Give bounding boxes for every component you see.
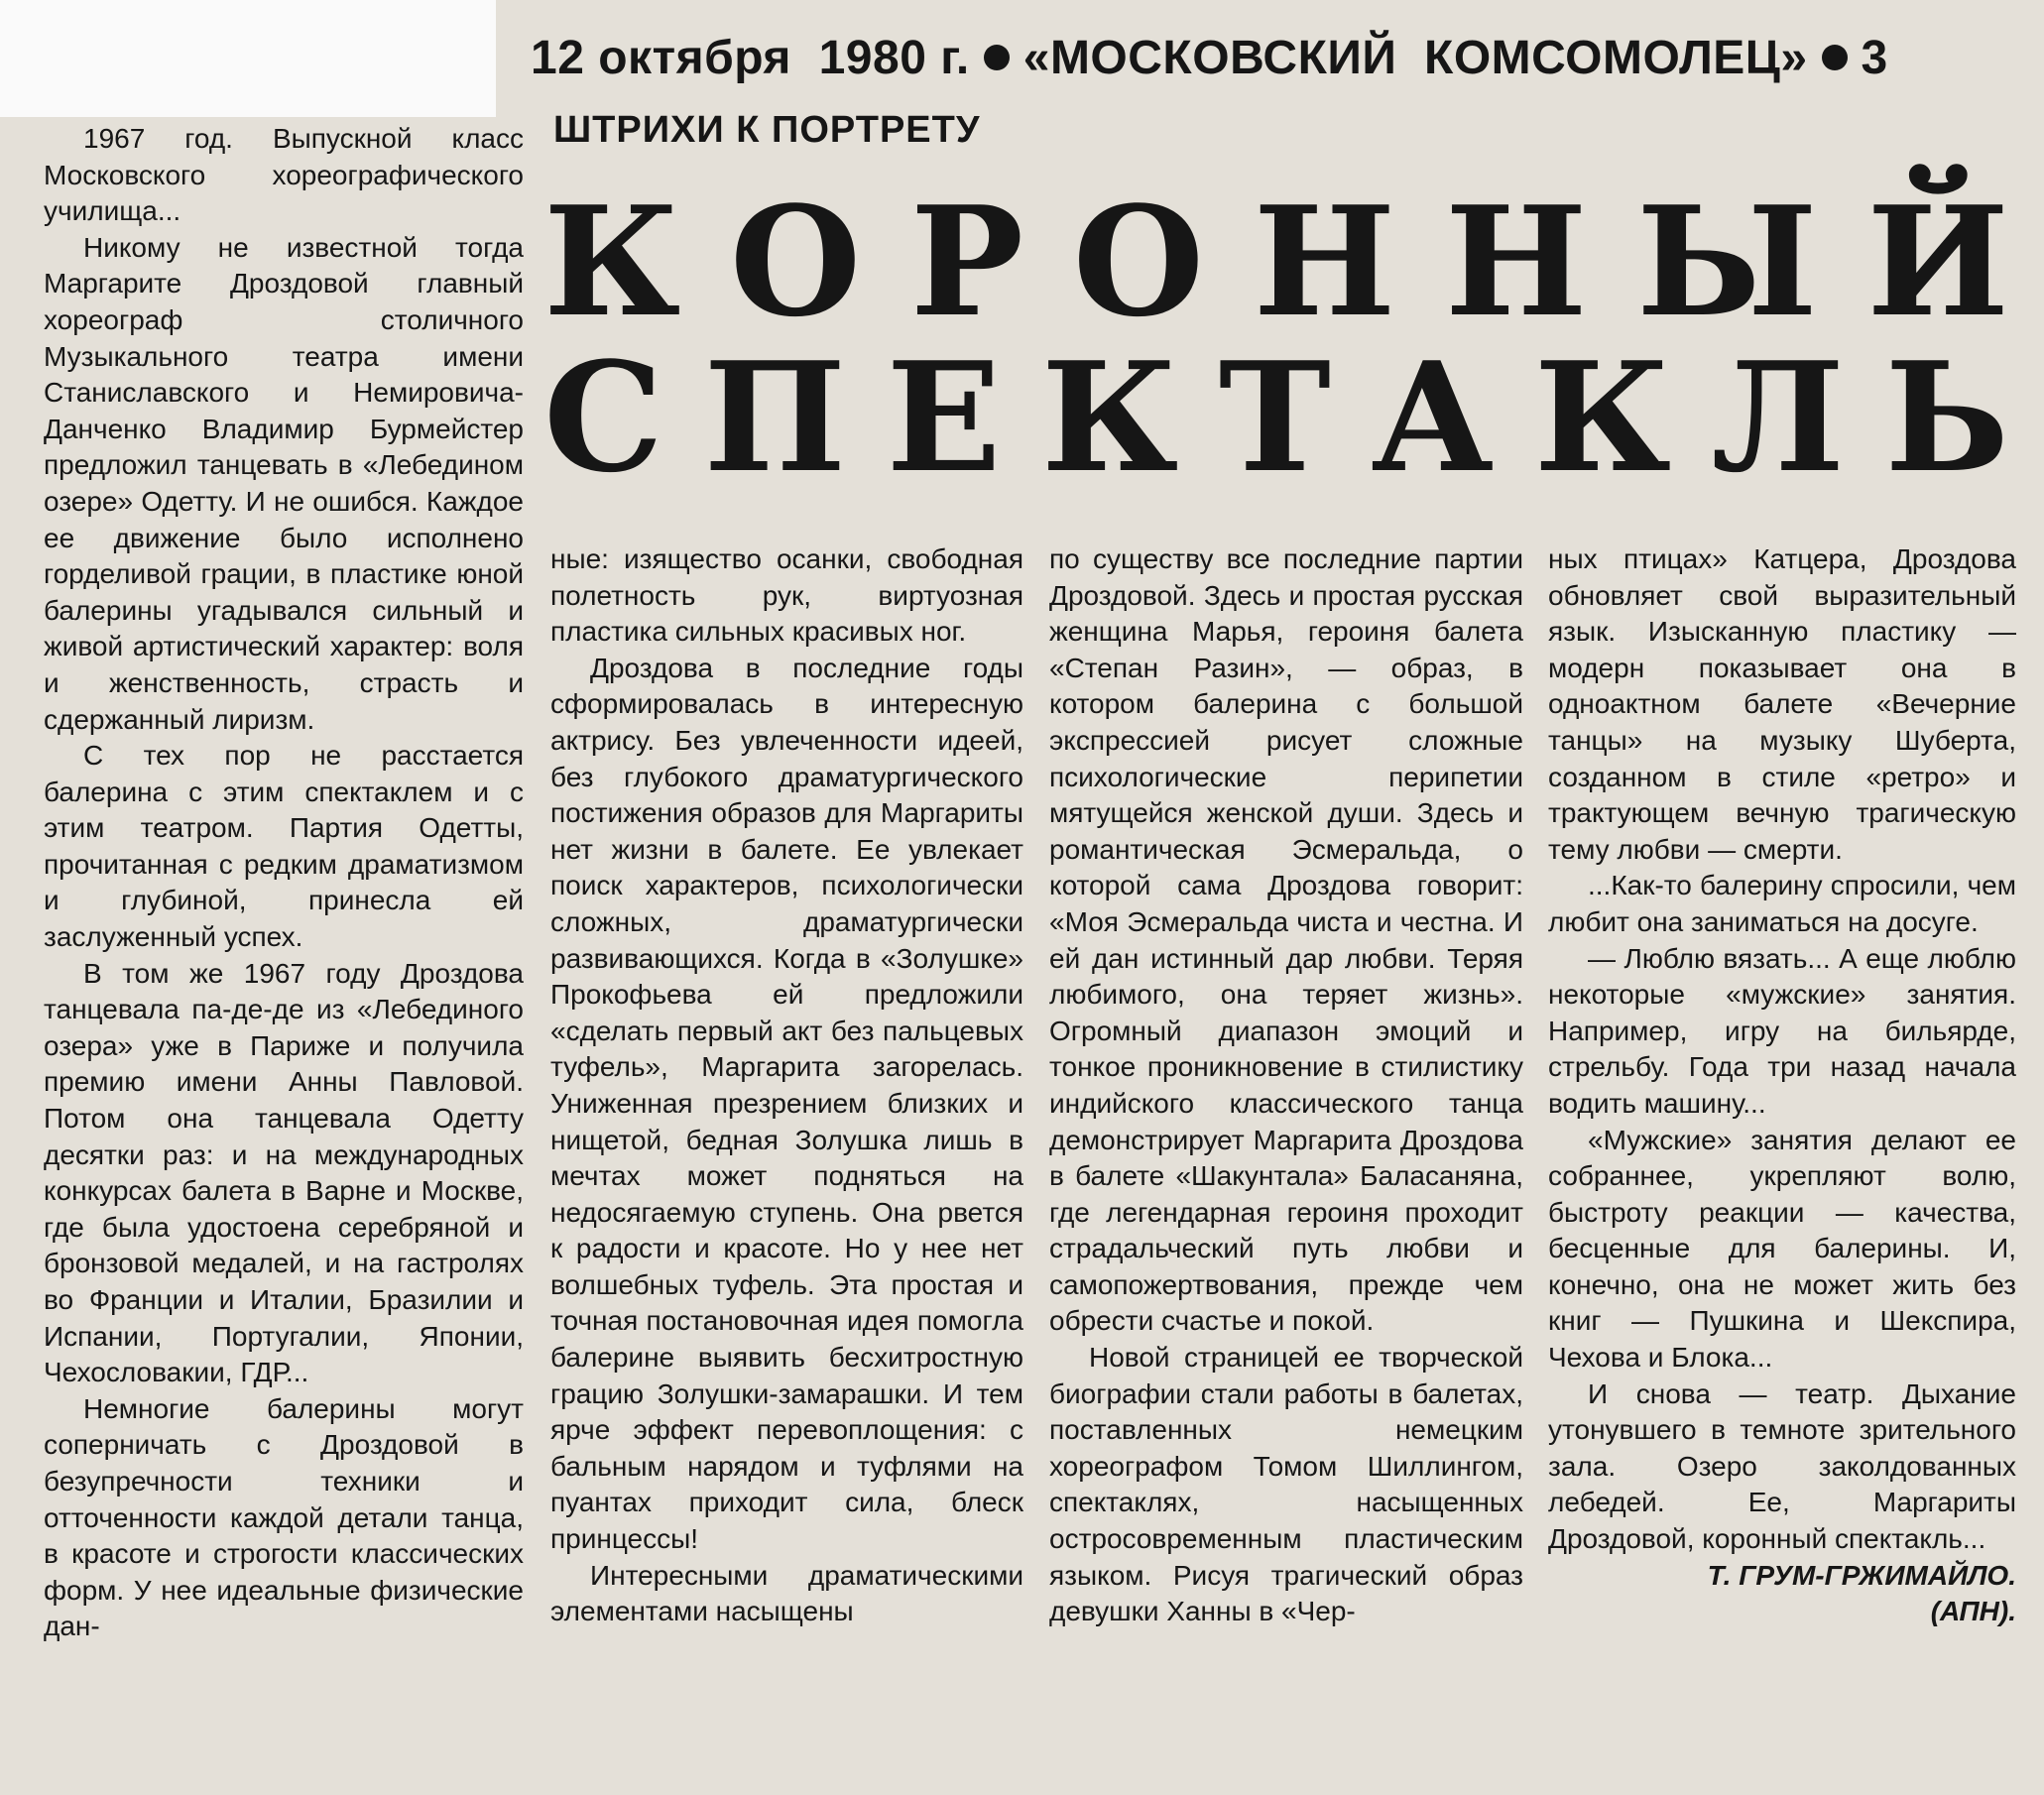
paragraph: С тех пор не расстается балерина с этим спектаклем и с этим театром. Партия Одетты, прочитанная с редким драматизмом и глубиной, принесла ей заслуженный успех.: [44, 740, 524, 953]
headline-letter: К: [1040, 328, 1179, 506]
headline-letter: А: [1371, 328, 1495, 506]
paragraph: И снова — театр. Дыхание утонувшего в темноте зрительного зала. Озеро заколдованных лебедей. Ее, Маргариты Дроздовой, коронный спектакль...: [1548, 1377, 2016, 1555]
paragraph: 1967 год. Выпускной класс Московского хореографического училища...: [44, 123, 524, 227]
headline-letter: Л: [1711, 328, 1845, 506]
headline-letter: Й: [1866, 173, 2009, 350]
agency-credit: (АПН).: [1930, 1596, 2016, 1627]
article-column-1: [44, 121, 524, 1645]
article-column-2: [550, 541, 1023, 1630]
headline-letter: Ы: [1636, 173, 1818, 350]
rubric: ШТРИХИ К ПОРТРЕТУ: [553, 109, 981, 151]
headline-line-2: [543, 328, 2009, 506]
masthead: [531, 28, 1998, 97]
paragraph: В том же 1967 году Дроздова танцевала па-де-де из «Лебединого озера» уже в Париже и получила премию имени Анны Павловой. Потом она танцевала Одетту десятки раз: и на международных конкурсах балета в Варне и Москве, где была удостоена серебряной и бронзовой медалей, и на гастролях во Франции и Италии, Бразилии и Испании, Португалии, Японии, Чехословакии, ГДР...: [44, 957, 524, 1388]
bullet-icon: [1822, 45, 1848, 70]
headline-letter: К: [543, 173, 681, 350]
paragraph: Новой страницей ее творческой биографии стали работы в балетах, поставленных немецким хореографом Томом Шиллингом, спектаклях, насыщенных остросовременным пластическим языком. Рисуя трагический образ девушки Ханны в «Чер-: [1049, 1342, 1523, 1627]
paragraph: ных птицах» Катцера, Дроздова обновляет свой выразительный язык. Изысканную пластику — модерн показывает она в одноактном балете «Вечерние танцы» на музыку Шуберта, созданном в стиле «ретро» и трактующем вечную трагическую тему любви — смерти.: [1548, 543, 2016, 865]
headline-letter: К: [1533, 328, 1672, 506]
article-column-3: [1049, 541, 1523, 1630]
newspaper-name: «МОСКОВСКИЙ КОМСОМОЛЕЦ»: [1022, 31, 1808, 84]
page-number: 3: [1861, 31, 1888, 84]
paragraph: Немногие балерины могут соперничать с Дроздовой в безупречности техники и отточенности каждой детали танца, в красоте и строгости классических форм. У нее идеальные физические дан-: [44, 1392, 524, 1642]
torn-corner: [0, 0, 496, 117]
headline-letter: Т: [1218, 328, 1331, 506]
headline-letter: Р: [909, 173, 1024, 350]
author-signature: Т. ГРУМ-ГРЖИМАЙЛО.: [1707, 1559, 2016, 1591]
headline-letter: П: [703, 328, 847, 506]
issue-date: 12 октября 1980 г.: [531, 31, 970, 84]
headline-letter: О: [729, 173, 862, 350]
headline-letter: Н: [1253, 173, 1396, 350]
headline-letter: Ь: [1884, 328, 2009, 506]
paragraph: по существу все последние партии Дроздовой. Здесь и простая русская женщина Марья, героиня балета «Степан Разин», — образ, в котором балерина с большой экспрессией рисует сложные психологические перипетии мятущейся женской души. Здесь и романтическая Эсмеральда, о которой сама Дроздова говорит: «Моя Эсмеральда чиста и честна. И ей дан истинный дар любви. Теряя любимого, она теряет жизнь». Огромный диапазон эмоций и тонкое проникновение в стилистику индийского классического танца демонстрирует Маргарита Дроздова в балете «Шакунтала» Баласаняна, где легендарная героиня проходит страдальческий путь любви и самопожертвования, прежде чем обрести счастье и покой.: [1049, 543, 1523, 1337]
article-column-4: [1548, 541, 2016, 1630]
headline-letter: Н: [1444, 173, 1588, 350]
paragraph: — Люблю вязать... А еще люблю некоторые «мужские» занятия. Например, игру на бильярде, стрельбу. Года три назад начала водить машину...: [1548, 942, 2016, 1119]
headline-line-1: [543, 173, 2009, 350]
paragraph: Интересными драматическими элементами насыщены: [550, 1559, 1023, 1627]
paragraph: Никому не известной тогда Маргарите Дроздовой главный хореограф столичного Музыкального театра имени Станиславского и Немировича-Данченко Владимир Бурмейстер предложил танцевать в «Лебедином озере» Одетту. И не ошибся. Каждое ее движение было исполнено горделивой грации, в пластике юной балерины угадывался сильный и живой артистический характер: воля и женственность, страсть и сдержанный лиризм.: [44, 231, 524, 735]
headline-letter: Е: [886, 328, 1002, 506]
headline-letter: С: [543, 328, 663, 506]
paragraph: ные: изящество осанки, свободная полетность рук, виртуозная пластика сильных красивых ног.: [550, 543, 1023, 648]
bullet-icon: [984, 45, 1010, 70]
paragraph: «Мужские» занятия делают ее собраннее, укрепляют волю, быстроту реакции — качества, бесценные для балерины. И, конечно, она не может жить без книг — Пушкина и Шекспира, Чехова и Блока...: [1548, 1124, 2016, 1374]
paragraph: Дроздова в последние годы сформировалась в интересную актрису. Без увлеченности идеей, без глубокого драматургического постижения образов для Маргариты нет жизни в балете. Ее увлекает поиск характеров, психологически сложных, драматургически развивающихся. Когда в «Золушке» Прокофьева ей предложили «сделать первый акт без пальцевых туфель», Маргарита загорелась. Униженная презрением близких и нищетой, бедная Золушка лишь в мечтах может подняться на недосягаемую ступень. Она рвется к радости и красоте. Но у нее нет волшебных туфель. Эта простая и точная постановочная идея помогла балерине выявить бесхитростную грацию Золушки-замарашки. И тем ярче эффект перевоплощения: с бальным нарядом и туфлями на пуантах приходит сила, блеск принцессы!: [550, 652, 1023, 1555]
paragraph: ...Как-то балерину спросили, чем любит она заниматься на досуге.: [1548, 870, 2016, 937]
headline-letter: О: [1072, 173, 1205, 350]
